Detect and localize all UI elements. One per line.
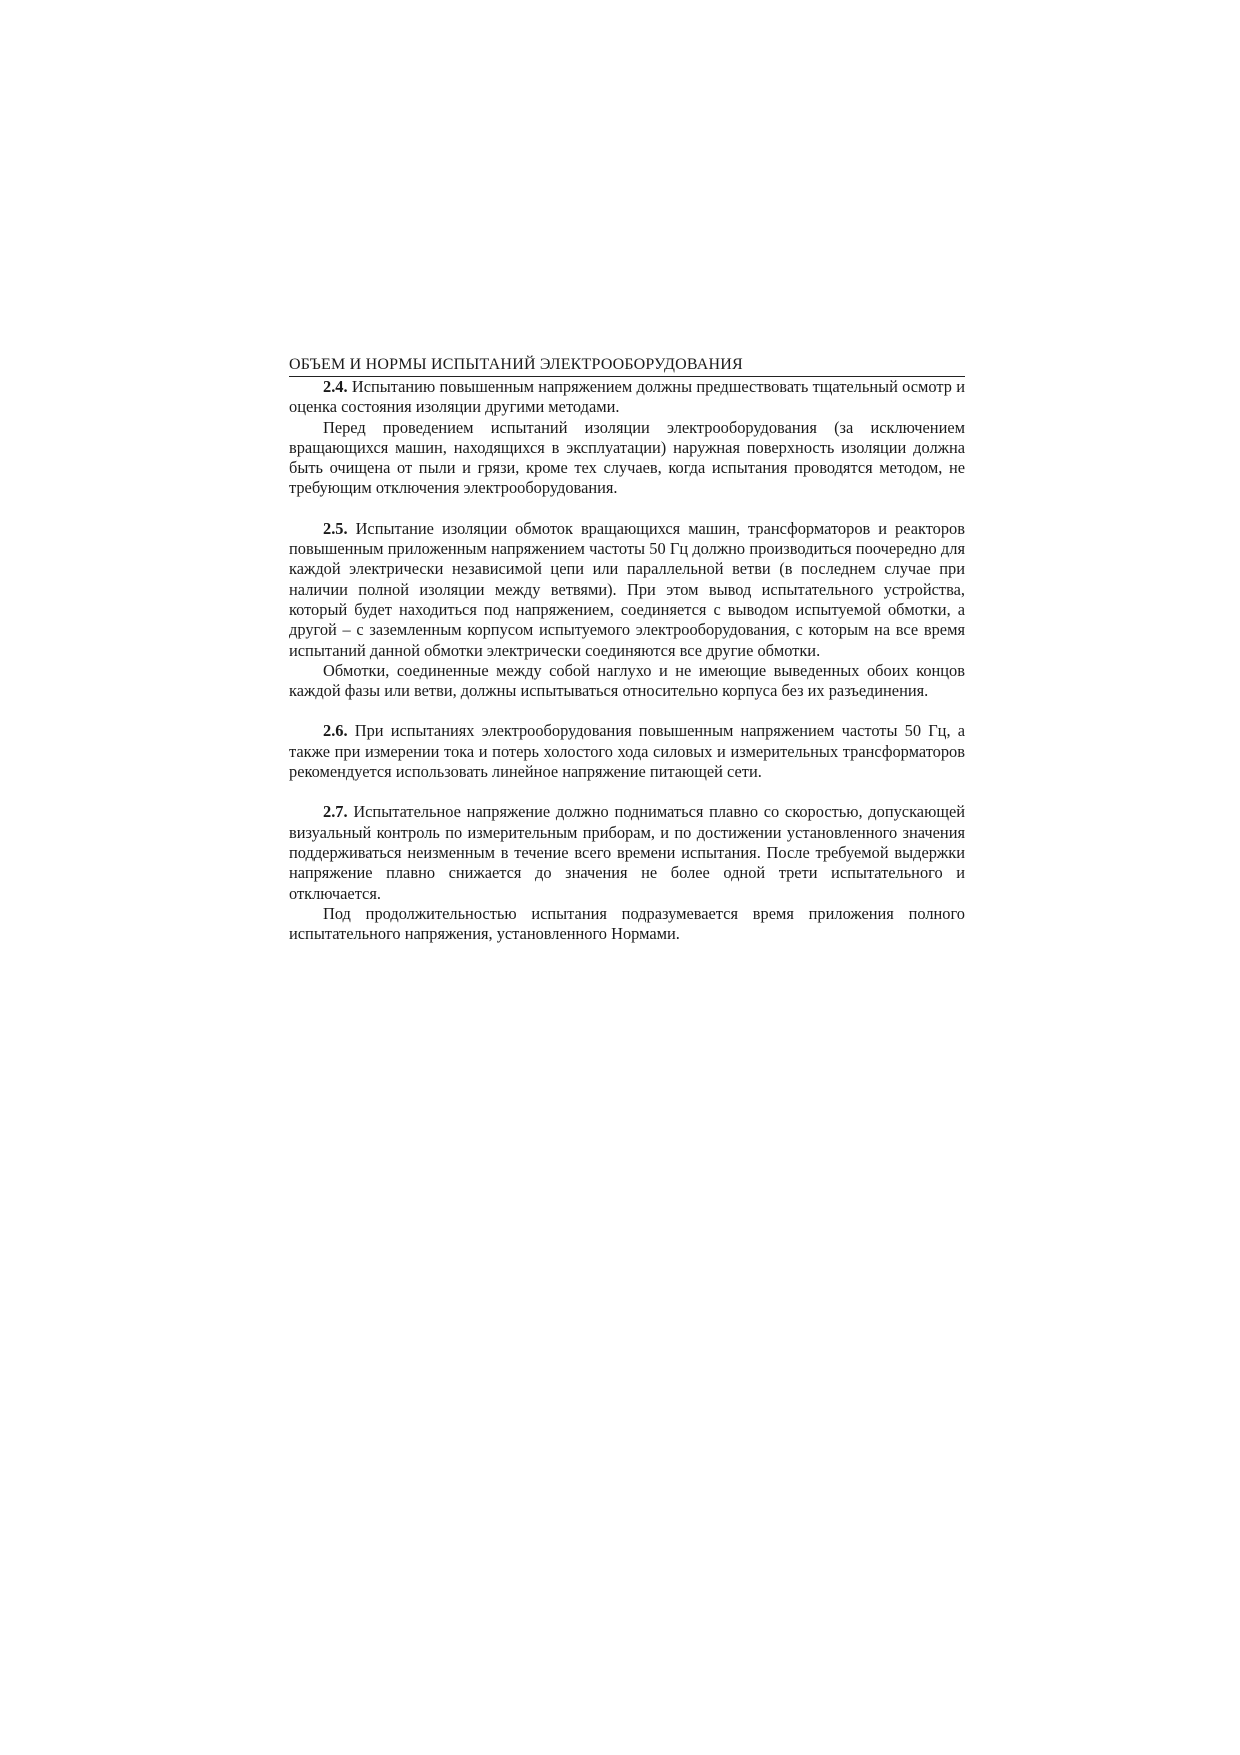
section-2-5	[289, 519, 965, 702]
section-2-4	[289, 377, 965, 499]
paragraph	[289, 721, 965, 782]
document-page	[289, 355, 965, 944]
paragraph: Под продолжительностью испытания подразумевается время приложения полного испытательного напряжения, установленного Нормами.	[289, 903, 965, 944]
paragraph-text: Испытание изоляции обмоток вращающихся машин, трансформаторов и реакторов повышенным приложенным напряжением частоты 50 Гц должно производиться поочередно для каждой электрически независимой цепи или параллельной ветви (в последнем случае при наличии полной изоляции между ветвями). При этом вывод испытательного устройства, который будет находиться под напряжением, соединяется с выводом испытуемой обмотки, а другой – с заземленным корпусом испытуемого электрооборудования, с которым на все время испытаний данной обмотки электрически соединяются все другие обмотки.	[289, 518, 965, 660]
paragraph-text: Испытанию повышенным напряжением должны предшествовать тщательный осмотр и оценка состояния изоляции другими методами.	[289, 377, 965, 417]
section-number: 2.5.	[323, 518, 348, 538]
paragraph	[289, 519, 965, 661]
section-number: 2.4.	[323, 377, 348, 396]
running-header: ОБЪЕМ И НОРМЫ ИСПЫТАНИЙ ЭЛЕКТРООБОРУДОВАНИЯ	[289, 355, 965, 377]
paragraph	[289, 377, 965, 418]
section-number: 2.7.	[323, 802, 348, 822]
paragraph: Перед проведением испытаний изоляции электрооборудования (за исключением вращающихся машин, находящихся в эксплуатации) наружная поверхность изоляции должна быть очищена от пыли и грязи, кроме тех случаев, когда испытания проводятся методом, не требующим отключения электрооборудования.	[289, 417, 965, 498]
paragraph-text: При испытаниях электрооборудования повышенным напряжением частоты 50 Гц, а также при измерении тока и потерь холостого хода силовых и измерительных трансформаторов рекомендуется использовать линейное напряжение питающей сети.	[289, 721, 965, 782]
section-number: 2.6.	[323, 721, 348, 741]
section-2-7	[289, 802, 965, 944]
paragraph: Обмотки, соединенные между собой наглухо и не имеющие выведенных обоих концов каждой фазы или ветви, должны испытываться относительно корпуса без их разъединения.	[289, 660, 965, 701]
paragraph	[289, 802, 965, 903]
paragraph-text: Испытательное напряжение должно подниматься плавно со скоростью, допускающей визуальный контроль по измерительным приборам, и по достижении установленного значения поддерживаться неизменным в течение всего времени испытания. После требуемой выдержки напряжение плавно снижается до значения не более одной трети испытательного и отключается.	[289, 802, 965, 903]
section-2-6	[289, 721, 965, 782]
